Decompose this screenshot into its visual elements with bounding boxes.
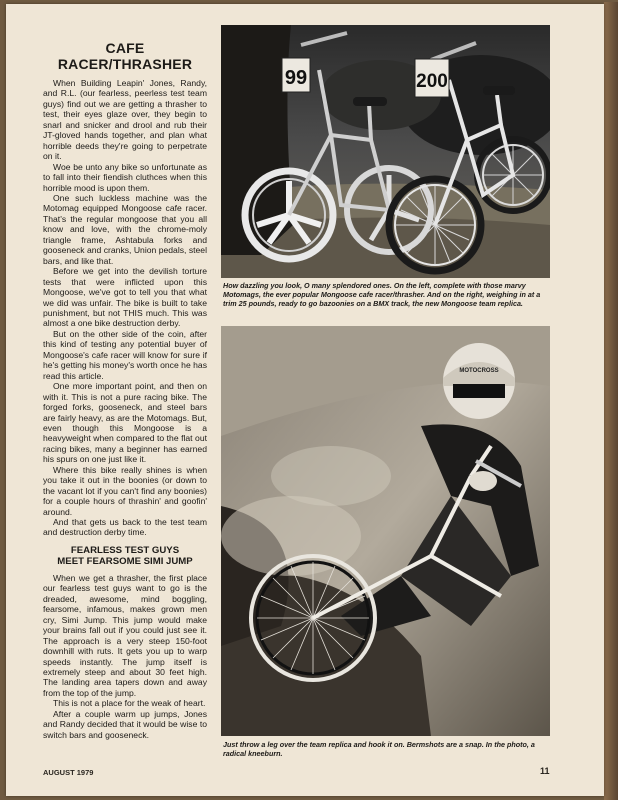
article-headline: CAFE RACER/THRASHER [57, 40, 193, 72]
paragraph: But on the other side of the coin, after this kind of testing any potential buyer of Mongoose's cafe racer will know for sure if he's getting his money's worth once he has read this article. [43, 328, 207, 381]
paragraph: When Building Leapin' Jones, Randy, and R.L. (our fearless, peerless test team guys) find out we are getting a thrasher to test, their eyes glaze over, they begin to snarl and snicker and drool and rub their JT-gloved hands together, and plan what horrible deeds they're going to perpetrate on it. [43, 78, 207, 162]
article-body-continued [43, 573, 207, 740]
subhead-line: MEET FEARSOME SIMI JUMP [57, 555, 193, 567]
paragraph: Woe be unto any bike so unfortunate as to fall into their fiendish cluthces when this horrible mood is upon them. [43, 161, 207, 193]
page-number: 11 [540, 766, 550, 776]
paragraph: After a couple warm up jumps, Jones and Randy decided that it would be wise to switch bars and gooseneck. [43, 708, 207, 740]
issue-date: AUGUST 1979 [43, 768, 94, 777]
paragraph: Before we get into the devilish torture tests that were inflicted upon this Mongoose, we've got to tell you that what we did was unfair. The bike is built to take punishment, but not THIS much. This was almost a one bike destruction derby. [43, 266, 207, 329]
bikes-illustration [221, 25, 550, 278]
photo-caption-top: How dazzling you look, O many splendored ones. On the left, complete with those marvy Motomags, the ever popular Mongoose cafe racer/thrasher. And on the right, weighing in at a trim 25 pounds, ready to go bazoonies on a BMX track, the new Mongoose team replica. [223, 281, 541, 309]
number-plate-left: 99 [284, 67, 308, 89]
paragraph: And that gets us back to the test team and destruction derby time. [43, 517, 207, 538]
paragraph: This is not a place for the weak of heart. [53, 698, 206, 709]
rider-illustration [221, 326, 550, 736]
photo-caption-bottom: Just throw a leg over the team replica and hook it on. Bermshots are a snap. In the photo, a radical kneeburn. [223, 740, 535, 759]
section-subhead [43, 545, 207, 567]
paragraph: One such luckless machine was the Motomag equipped Mongoose cafe racer. That's the regular mongoose that you all know and love, with the chrome-moly triangle frame, Ashtabula forks and gooseneck and cranks, Union pedals, steel bars, and like that. [43, 192, 207, 266]
paragraph: When we get a thrasher, the first place our fearless test guys want to go is the dreaded, awesome, mind boggling, fearsome, infamous, makes grown men cry, Simi Jump. This jump would make your brains fall out if you could just see it. The approach is a very steep 150-foot downhill with ruts. It gets you up to warp speeds instantly. The jump itself is extremely steep and about 30 feet high. The landing area tapers down and away from the top of the jump. [43, 572, 207, 698]
number-plate-right: 200 [416, 71, 448, 92]
paragraph: One more important point, and then on with it. This is not a pure racing bike. The forged forks, gooseneck, and steel bars are fairly heavy, as are the Motomags. But, even though this Mongoose is a heavyweight when compared to the flat out racing bikes, many a beginner has earned his spurs on one just like it. [43, 381, 207, 465]
page-edge [604, 2, 618, 800]
photo-rider-berm [221, 326, 550, 736]
article-body [43, 78, 207, 538]
photo-two-bikes [221, 25, 550, 278]
helmet-lettering: MOTOCROSS [459, 368, 499, 374]
subhead-line: FEARLESS TEST GUYS [70, 544, 180, 556]
paragraph: Where this bike really shines is when you take it out in the boonies (or down to the vacant lot if you can't find any boonies) for a couple hours of thrashin' and goofin' around. [43, 464, 207, 517]
article-column [43, 40, 207, 740]
